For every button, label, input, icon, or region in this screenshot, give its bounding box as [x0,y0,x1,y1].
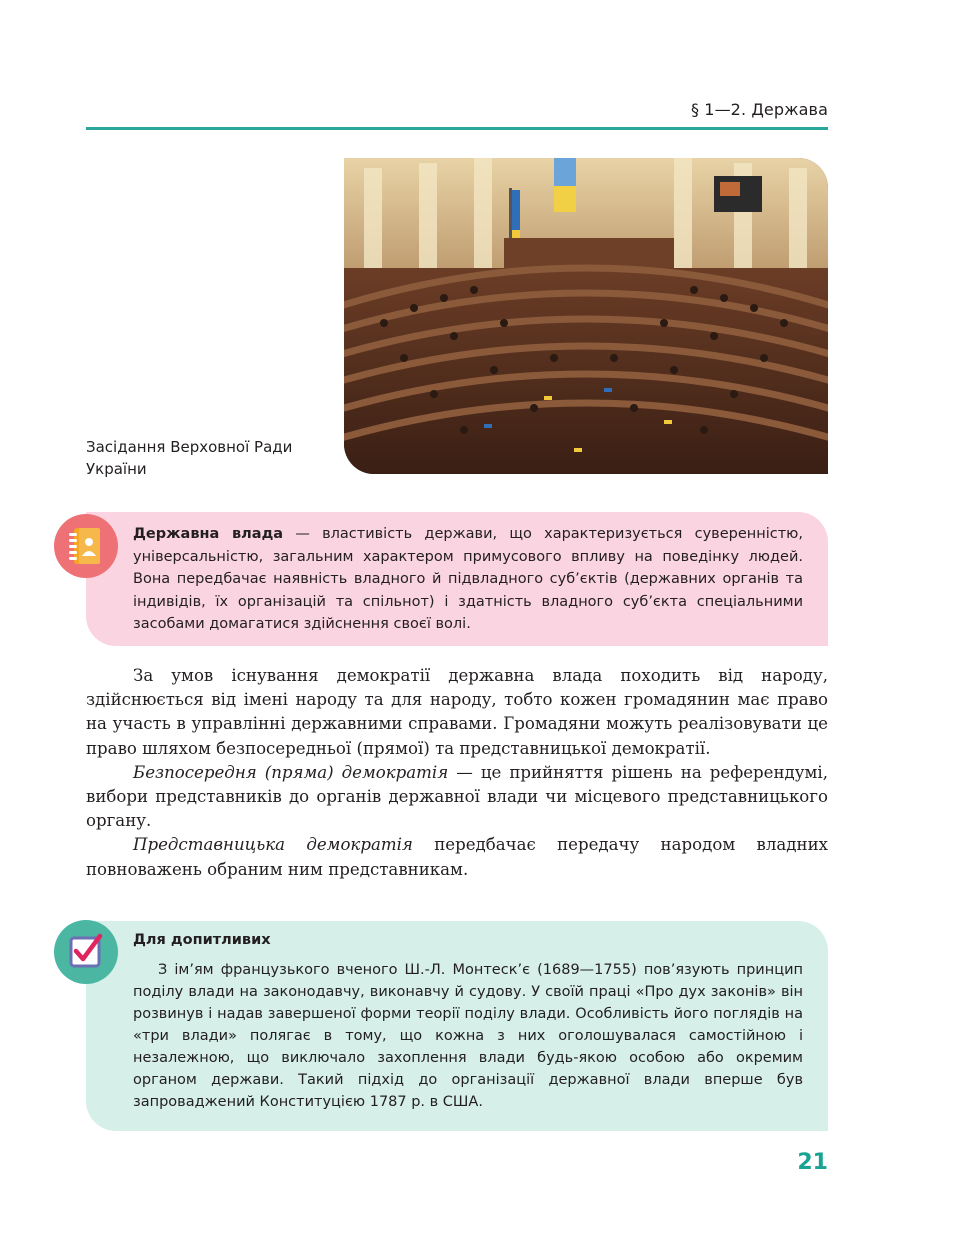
notebook-person-icon [54,514,118,578]
definition-term: Державна влада [133,526,284,542]
paragraph-3 [86,833,828,881]
page-number: 21 [797,1150,828,1175]
paragraph-1: За умов існування демократії державна влада походить від народу, здійснюється від імені народу та для народу, тобто кожен громадянин має право на участь в управлінні державними справами. Громадяни можуть реалізовувати це право шляхом безпосередньої (прямої) та представницької демократії. [86,666,828,758]
info-paragraph: З ім’ям французького вченого Ш.-Л. Монтеск’є (1689—1755) пов’язують принцип поділу влади на законодавчу, виконавчу й судову. У своїй праці «Про дух законів» він розвинув і надав завершеної форми теорії поділу влади. Особливість його поглядів на «три влади» полягає в тому, що кожна з них оголошувалася самостійною і незалежною, що виключало захоплення влади будь-якою особою або окремим органом держави. Такий підхід до організації державної влади вперше був запроваджений Конституцією 1787 р. в США. [133,962,803,1110]
definition-text [133,523,803,636]
section-title: § 1—2. Держава [691,100,828,119]
checkbox-check-icon [54,920,118,984]
paragraph-3-text: передбачає передачу народом владних повноважень обраним ним представникам. [86,835,828,879]
parliament-photo [344,158,828,474]
term-direct-democracy: Безпосередня (пряма) демократія [133,762,449,782]
main-text [86,664,828,882]
paragraph-2 [86,761,828,834]
paragraph-2-text: — це прийняття рішень на референдумі, вибори представників до органів державної влади чи місцевого представницького органу. [86,762,828,831]
definition-body: — властивість держави, що характеризується суверенністю, універсальністю, загальним характером примусового впливу на поведінку людей. Вона передбачає наявність владного й підвладного суб’єктів (державних органів та індивідів, їх організацій та спільнот) і здатність владного суб’єкта спеціальними засобами домагатися здійснення своєї волі. [133,526,803,632]
header-divider [86,127,828,130]
info-title: Для допитливих [133,932,271,948]
info-text [133,959,803,1113]
term-representative-democracy: Представницька демократія [133,835,413,855]
photo-caption: Засідання Верховної Ради України [86,438,293,478]
